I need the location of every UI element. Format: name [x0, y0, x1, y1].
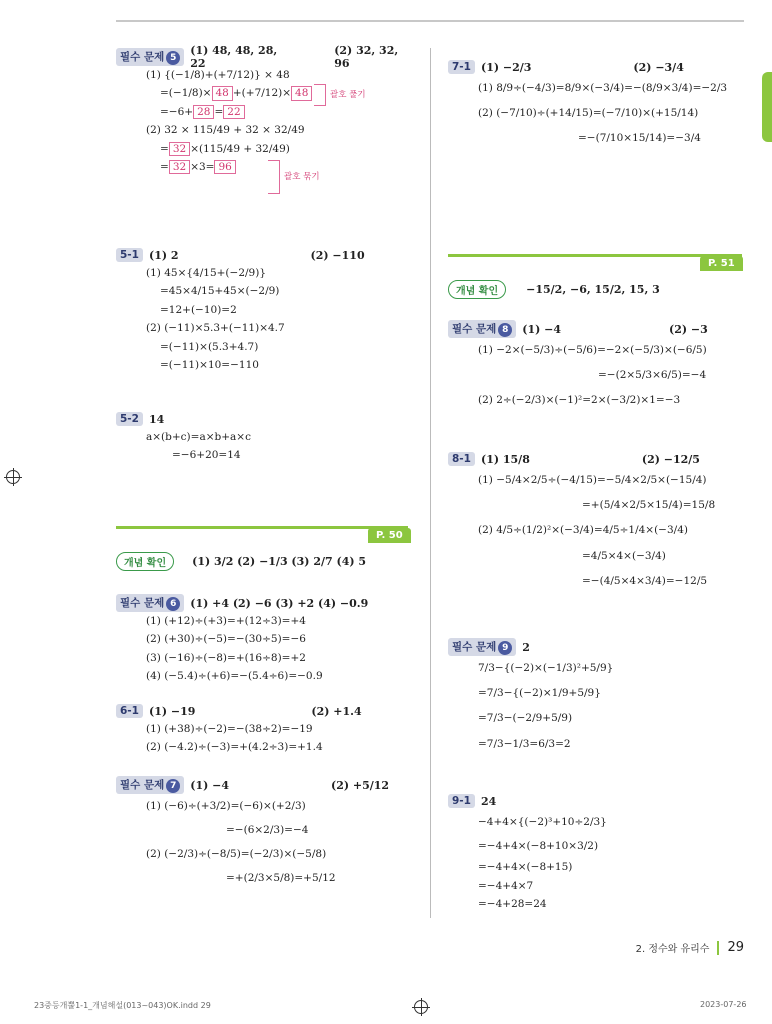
step-line: =(−11)×10=−110	[160, 358, 259, 371]
step-line: (1) {(−1/8)+(+7/12)} × 48	[146, 69, 290, 81]
problem-6-1	[116, 702, 416, 757]
page-section-bar	[448, 254, 742, 257]
step-line: (2) (+30)÷(−5)=−(30÷5)=−6	[146, 633, 306, 646]
step-line: (2) 32 × 115/49 + 32 × 32/49	[146, 124, 305, 137]
problem-badge: 5-2	[116, 412, 143, 426]
annotation-bracket	[314, 84, 326, 106]
answer-2: (2) −3/4	[633, 60, 684, 74]
answer-1: (1) −19	[148, 704, 196, 718]
answer-1: (1) −2/3	[480, 60, 532, 74]
step-line: (1) 8/9÷(−4/3)=8/9×(−3/4)=−(8/9×3/4)=−2/3	[478, 82, 728, 94]
answer-1: (1) −4	[190, 778, 229, 792]
step-line: (2) (−2/3)÷(−8/5)=(−2/3)×(−5/8)	[146, 848, 327, 861]
problem-badge: 5-1	[116, 248, 143, 262]
problem-8-1	[448, 450, 744, 594]
step-line: =−(2×5/3×6/5)=−4	[598, 369, 707, 382]
answer-box: 28	[193, 105, 214, 120]
step-line: −4+4×{(−2)³+10÷2/3}	[478, 816, 607, 828]
problem-badge: 필수 문제 7	[116, 776, 184, 794]
print-filename: 23중등개뿔1-1_개념해설(013~043)OK.indd 29	[34, 1001, 211, 1010]
step-line: =+(2/3×5/8)=+5/12	[226, 872, 336, 885]
step-line: (1) −2×(−5/3)÷(−5/6)=−2×(−5/3)×(−6/5)	[478, 344, 707, 356]
answer: (1) +4 (2) −6 (3) +2 (4) −0.9	[190, 596, 369, 610]
step-line: (2) (−4.2)÷(−3)=+(4.2÷3)=+1.4	[146, 741, 323, 754]
page-footer	[636, 940, 744, 955]
step-line: =−4+28=24	[478, 898, 547, 911]
step-line: =7/3−{(−2)×1/9+5/9}	[478, 687, 601, 700]
problem-7-1	[448, 58, 744, 152]
concept-check	[448, 280, 744, 298]
column-divider	[430, 48, 431, 918]
answer: 2	[522, 640, 530, 654]
concept-badge: 개념 확인	[448, 280, 506, 299]
page-tag: P. 50	[368, 528, 411, 543]
answer: 14	[148, 412, 165, 426]
step-line: =+(5/4×2/5×15/4)=15/8	[582, 499, 716, 512]
step-line: =45×4/15+45×(−2/9)	[160, 285, 280, 298]
problem-badge: 6-1	[116, 704, 143, 718]
answer-box: 48	[291, 86, 312, 101]
step-line: (2) 4/5÷(1/2)²×(−3/4)=4/5÷1/4×(−3/4)	[478, 524, 688, 537]
step-line: =(−11)×(5.3+4.7)	[160, 340, 259, 353]
step-line: (2) 2÷(−2/3)×(−1)²=2×(−3/2)×1=−3	[478, 394, 681, 407]
answer-box: 22	[223, 105, 244, 120]
print-date: 2023-07-26	[700, 1000, 747, 1009]
problem-badge: 8-1	[448, 452, 475, 466]
concept-check	[116, 552, 416, 570]
answer-box: 96	[214, 160, 235, 175]
step-line: =−4+4×(−8+15)	[478, 861, 573, 874]
problem-badge: 7-1	[448, 60, 475, 74]
page-tag: P. 51	[700, 256, 743, 271]
step-line: =4/5×4×(−3/4)	[582, 549, 666, 562]
step-line: =7/3−1/3=6/3=2	[478, 737, 571, 750]
step-line: =−4+4×(−8+10×3/2)	[478, 840, 599, 853]
annotation-note: 괄호 묶기	[284, 172, 320, 182]
step-line: a×(b+c)=a×b+a×c	[146, 431, 251, 443]
problem-badge: 필수 문제 6	[116, 594, 184, 612]
footer-divider	[717, 941, 719, 955]
answer-1: (1) 2	[148, 248, 179, 262]
problem-9	[448, 638, 744, 757]
problem-8	[448, 320, 744, 414]
problem-6	[116, 594, 416, 686]
answer-1: (1) 48, 48, 28, 22	[190, 44, 278, 70]
chapter-side-tab	[762, 72, 772, 142]
answer: 24	[480, 794, 497, 808]
step-line: (1) (+38)÷(−2)=−(38÷2)=−19	[146, 723, 313, 735]
answer-2: (2) 32, 32, 96	[334, 44, 399, 70]
problem-7	[116, 776, 416, 891]
step-line: (3) (−16)÷(−8)=+(16÷8)=+2	[146, 651, 306, 664]
problem-5-2	[116, 410, 416, 465]
answer-box: 48	[212, 86, 233, 101]
answer-2: (2) +1.4	[311, 704, 362, 718]
answer-box: 32	[169, 142, 190, 157]
step-line: (1) −5/4×2/5÷(−4/15)=−5/4×2/5×(−15/4)	[478, 474, 707, 486]
answer-2: (2) −110	[310, 248, 365, 262]
step-line: =7/3−(−2/9+5/9)	[478, 712, 573, 725]
problem-badge: 필수 문제 9	[448, 638, 516, 656]
step-line: =−(6×2/3)=−4	[226, 824, 309, 837]
step-line: =−6+20=14	[172, 449, 241, 462]
step-line: (1) (+12)÷(+3)=+(12÷3)=+4	[146, 615, 306, 627]
answer-1: (1) −4	[522, 322, 561, 336]
step-line: = 32 ×(115/49 + 32/49)	[160, 142, 290, 155]
problem-badge: 9-1	[448, 794, 475, 808]
step-line: =−(4/5×4×3/4)=−12/5	[582, 574, 708, 587]
chapter-title: 2. 정수와 유리수	[635, 944, 710, 955]
registration-mark-icon	[6, 470, 20, 484]
concept-answers: −15/2, −6, 15/2, 15, 3	[526, 282, 660, 296]
step-line: =−(7/10×15/14)=−3/4	[578, 132, 701, 145]
step-line: =−4+4×7	[478, 879, 534, 892]
registration-mark-icon	[414, 1000, 428, 1014]
step-line: =−6+ 28 = 22	[116, 103, 416, 121]
annotation-note: 괄호 풀기	[330, 90, 366, 100]
answer-2: (2) −12/5	[641, 452, 700, 466]
concept-badge: 개념 확인	[116, 552, 174, 571]
annotation-bracket	[268, 160, 280, 194]
step-line: (2) (−11)×5.3+(−11)×4.7	[146, 322, 285, 335]
step-line: (1) 45×{4/15+(−2/9)}	[146, 267, 266, 279]
answer-box: 32	[169, 160, 190, 175]
step-line: (2) (−7/10)÷(+14/15)=(−7/10)×(+15/14)	[478, 107, 699, 120]
answer-2: (2) −3	[669, 322, 708, 336]
problem-badge: 필수 문제 8	[448, 320, 516, 338]
step-line: =(−1/8)× 48 +(+7/12)× 48	[116, 84, 416, 102]
answer-2: (2) +5/12	[331, 778, 390, 792]
step-line: 7/3−{(−2)×(−1/3)²+5/9}	[478, 662, 614, 674]
answer-1: (1) 15/8	[480, 452, 530, 466]
step-line: (1) (−6)÷(+3/2)=(−6)×(+2/3)	[146, 800, 306, 812]
problem-5	[116, 44, 416, 182]
top-rule	[116, 20, 744, 22]
concept-answers: (1) 3/2 (2) −1/3 (3) 2/7 (4) 5	[192, 554, 367, 568]
step-line: (4) (−5.4)÷(+6)=−(5.4÷6)=−0.9	[146, 670, 323, 683]
problem-badge: 필수 문제 5	[116, 48, 184, 66]
page-number: 29	[727, 940, 744, 955]
problem-5-1	[116, 246, 416, 374]
problem-9-1	[448, 792, 744, 913]
step-line: =12+(−10)=2	[160, 303, 237, 316]
step-line: = 32 ×3= 96	[116, 158, 416, 176]
page-section-bar	[116, 526, 408, 529]
